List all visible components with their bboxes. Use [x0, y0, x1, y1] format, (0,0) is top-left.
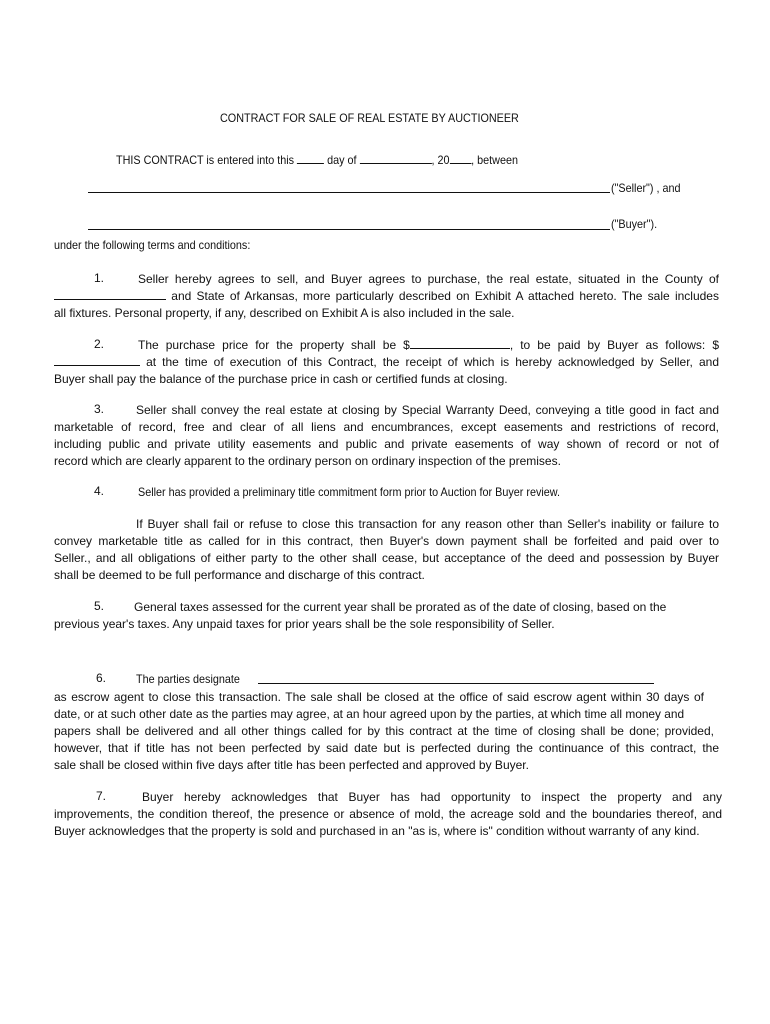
intro-text-d: , between	[471, 153, 518, 167]
month-blank[interactable]	[360, 152, 432, 164]
escrow-agent-blank[interactable]	[258, 683, 654, 684]
buyer-name-line[interactable]	[88, 229, 610, 230]
section-1-line-2: and State of Arkansas, more particularly described on Exhibit A attached hereto. The sale includes	[54, 288, 719, 305]
section-number-2: 2.	[94, 337, 105, 351]
section-1	[54, 271, 719, 322]
section-4-text: Seller has provided a preliminary title commitment form prior to Auction for Buyer review.	[138, 485, 560, 499]
section-1-line-3: all fixtures. Personal property, if any, described on Exhibit A is also included in the sale.	[54, 306, 515, 320]
section-number-4: 4.	[94, 484, 105, 498]
section-1-line-1: Seller hereby agrees to sell, and Buyer agrees to purchase, the real estate, situated in the County of	[138, 272, 719, 286]
section-7-line-1: Buyer hereby acknowledges that Buyer has had opportunity to inspect the property and any	[142, 790, 722, 804]
section-6-line-5: however, that if title has not been perfected by said date but is perfected during the continuance of this contract, the	[54, 741, 719, 755]
intro-text-a: THIS CONTRACT is entered into this	[116, 153, 295, 167]
section-4b-line-2: convey marketable title as called for in this contract, then Buyer's down payment shall be forfeited and paid over to	[54, 534, 719, 548]
section-5-line-1: General taxes assessed for the current year shall be prorated as of the date of closing, based on the	[134, 600, 667, 614]
section-3-line-4: record which are clearly apparent to the ordinary person on ordinary inspection of the premises.	[54, 454, 561, 468]
purchase-price-blank[interactable]	[410, 337, 510, 349]
section-3-line-1: Seller shall convey the real estate at closing by Special Warranty Deed, conveying a title good in fact and	[136, 403, 719, 417]
section-6	[54, 689, 719, 774]
county-blank[interactable]	[54, 288, 166, 300]
intro-text-b: day of	[327, 153, 357, 167]
section-4b-line-4: shall be deemed to be full performance and discharge of this contract.	[54, 568, 425, 582]
section-4-continuation	[54, 516, 719, 584]
section-6-line-6: sale shall be closed within five days after title has been perfected and approved by Buyer.	[54, 758, 529, 772]
seller-label: ("Seller") , and	[611, 181, 681, 195]
down-payment-blank[interactable]	[54, 354, 140, 366]
section-4b-line-3: Seller., and all obligations of either party to the other shall cease, but acceptance of the deed and possession by Buyer	[54, 551, 719, 565]
section-number-5: 5.	[94, 599, 105, 613]
section-7-line-3: Buyer acknowledges that the property is sold and purchased in an "as is, where is" condition without warranty of any kind.	[54, 824, 700, 838]
section-6-line-3: date, or at such other date as the parties may agree, at an hour agreed upon by the parties, at which time all money and	[54, 707, 685, 721]
terms-intro: under the following terms and conditions:	[54, 238, 251, 252]
intro-line	[116, 152, 518, 168]
section-6-line-2: as escrow agent to close this transaction. The sale shall be closed at the office of said escrow agent within 30 days of	[54, 690, 704, 704]
section-6-lead: The parties designate	[136, 672, 240, 686]
section-6-line-4: papers shall be delivered and all other things called for by this contract at the time of closing shall be done; provided,	[54, 724, 714, 738]
section-number-3: 3.	[94, 402, 105, 416]
section-3-line-3: including public and private utility easements and public and private easements of way shown of record or not of	[54, 437, 719, 451]
section-5	[54, 599, 719, 633]
section-2-line-1: The purchase price for the property shall be $ , to be paid by Buyer as follows: $	[138, 338, 719, 352]
section-number-1: 1.	[94, 271, 105, 285]
buyer-label: ("Buyer").	[611, 217, 658, 231]
year-blank[interactable]	[450, 152, 472, 164]
section-5-line-2: previous year's taxes. Any unpaid taxes for prior years shall be the sole responsibility of Seller.	[54, 617, 555, 631]
section-2-line-3: Buyer shall pay the balance of the purchase price in cash or certified funds at closing.	[54, 372, 508, 386]
document-title: CONTRACT FOR SALE OF REAL ESTATE BY AUCTIONEER	[220, 111, 519, 125]
section-number-7: 7.	[96, 789, 107, 803]
section-3	[54, 402, 719, 470]
section-number-6: 6.	[96, 671, 107, 685]
intro-text-c: , 20	[431, 153, 450, 167]
section-7	[54, 789, 722, 840]
seller-name-line[interactable]	[88, 192, 610, 193]
section-4b-line-1: If Buyer shall fail or refuse to close this transaction for any reason other than Seller's inability or failure to	[136, 517, 719, 531]
section-7-line-2: improvements, the condition thereof, the presence or absence of mold, the acreage sold and the boundaries thereof, and	[54, 807, 722, 821]
section-2	[54, 337, 719, 388]
day-blank[interactable]	[297, 152, 324, 164]
section-2-line-2: at the time of execution of this Contract, the receipt of which is hereby acknowledged by Seller, and	[54, 354, 719, 371]
section-3-line-2: marketable of record, free and clear of all liens and encumbrances, except easements and restrictions of record,	[54, 420, 719, 434]
